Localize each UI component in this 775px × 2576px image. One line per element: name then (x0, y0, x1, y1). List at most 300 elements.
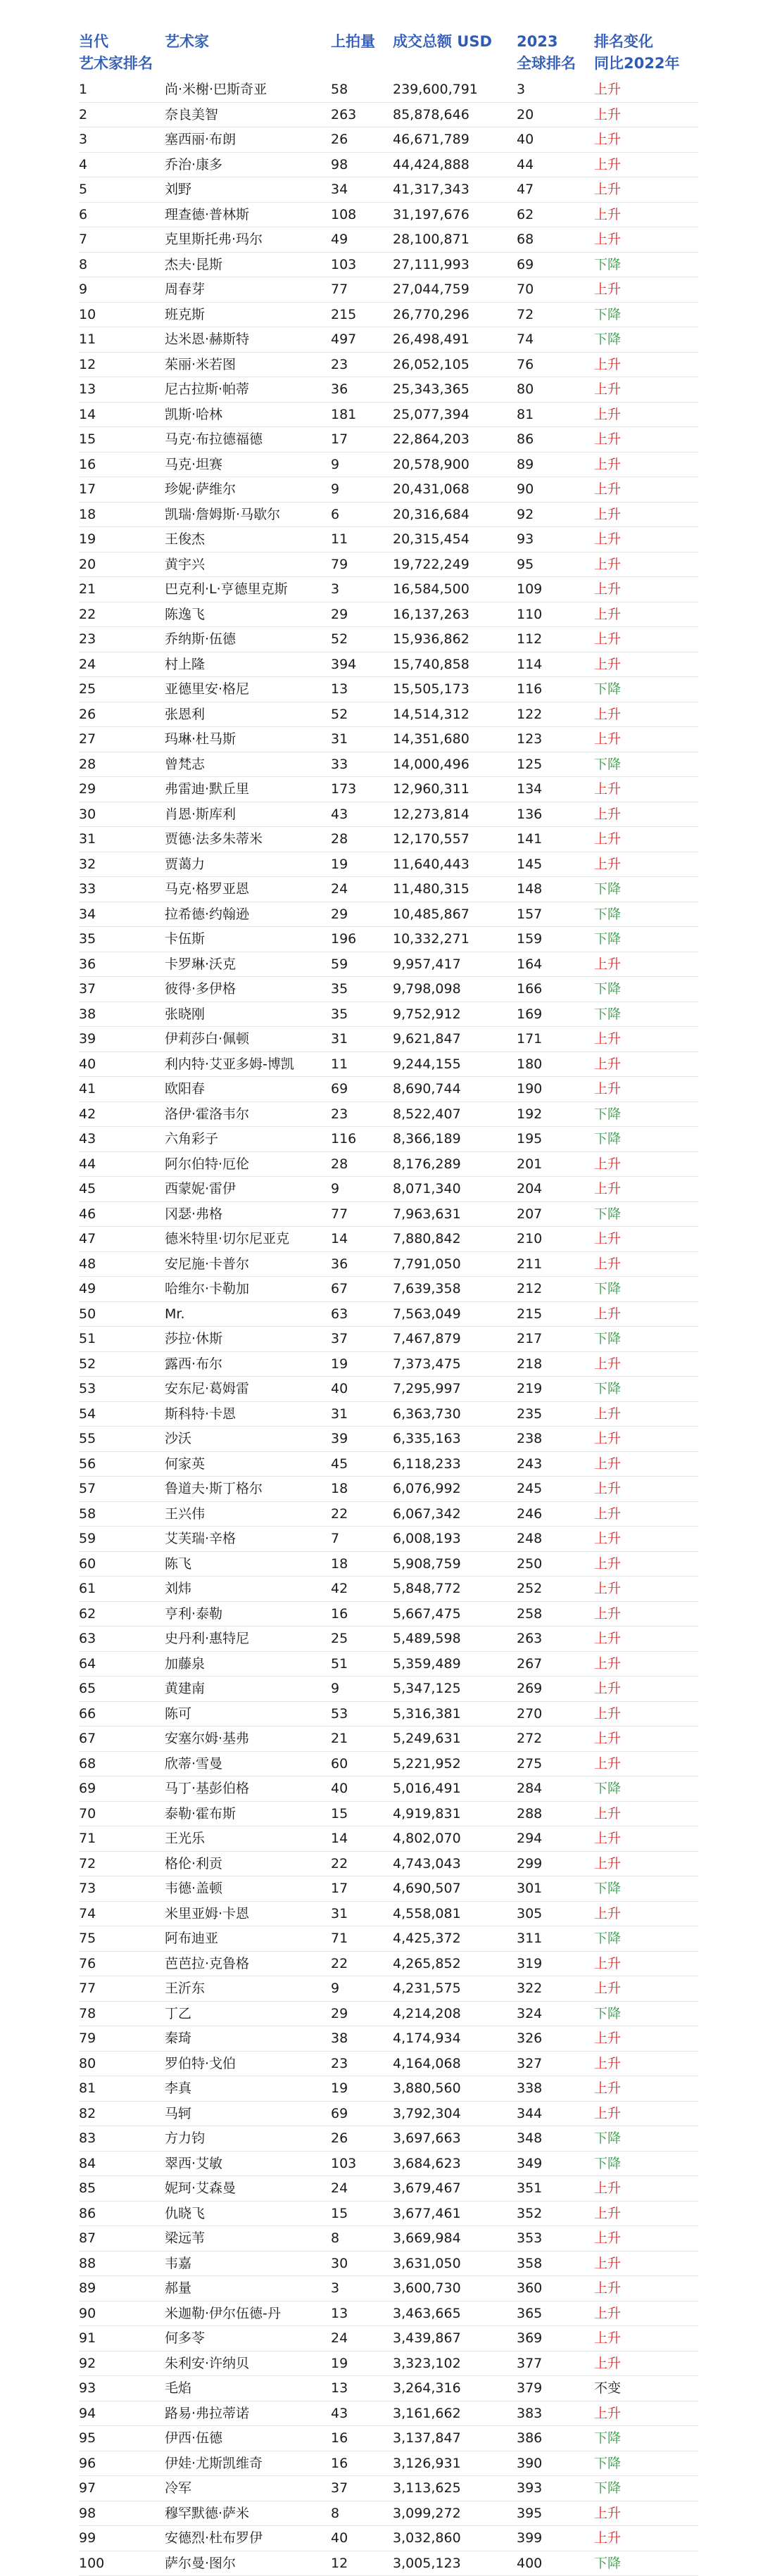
cell-lots: 13 (331, 2376, 348, 2401)
cell-rank: 56 (79, 1452, 96, 1477)
cell-total: 27,044,759 (393, 277, 470, 303)
cell-lots: 16 (331, 2426, 348, 2451)
cell-rank: 77 (79, 1976, 96, 2002)
cell-total: 3,137,847 (393, 2426, 461, 2451)
cell-lots: 11 (331, 1052, 348, 1078)
ranking-table (79, 31, 698, 2576)
cell-total: 5,316,381 (393, 1702, 461, 1727)
cell-artist: 亨利·泰勒 (165, 1602, 222, 1627)
cell-change: 下降 (594, 902, 621, 928)
cell-rank: 70 (79, 1802, 96, 1827)
cell-total: 5,016,491 (393, 1776, 461, 1802)
cell-lots: 103 (331, 2152, 356, 2177)
cell-rank: 18 (79, 503, 96, 528)
cell-lots: 17 (331, 427, 348, 453)
cell-artist: 黄建南 (165, 1677, 205, 1702)
table-row (79, 1502, 698, 1527)
cell-total: 15,936,862 (393, 627, 470, 652)
cell-rank: 52 (79, 1352, 96, 1377)
cell-artist: 彼得·多伊格 (165, 977, 236, 1002)
cell-global-rank: 390 (517, 2451, 542, 2477)
cell-global-rank: 123 (517, 727, 542, 752)
cell-artist: 安东尼·葛姆雷 (165, 1377, 249, 1402)
cell-global-rank: 180 (517, 1052, 542, 1078)
table-row (79, 1926, 698, 1952)
cell-lots: 40 (331, 1377, 348, 1402)
cell-artist: 西蒙妮·雷伊 (165, 1177, 236, 1202)
cell-lots: 79 (331, 553, 348, 578)
cell-global-rank: 62 (517, 203, 534, 228)
cell-total: 4,802,070 (393, 1826, 461, 1852)
cell-rank: 54 (79, 1402, 96, 1427)
cell-rank: 13 (79, 377, 96, 403)
cell-lots: 77 (331, 277, 348, 303)
cell-lots: 31 (331, 1027, 348, 1052)
cell-global-rank: 89 (517, 453, 534, 478)
cell-change: 上升 (594, 1652, 621, 1677)
cell-change: 上升 (594, 627, 621, 652)
cell-global-rank: 288 (517, 1802, 542, 1827)
cell-change: 上升 (594, 1952, 621, 1977)
cell-global-rank: 348 (517, 2126, 542, 2152)
cell-global-rank: 338 (517, 2076, 542, 2102)
cell-rank: 92 (79, 2351, 96, 2377)
cell-rank: 20 (79, 553, 96, 578)
table-row (79, 1652, 698, 1677)
cell-rank: 41 (79, 1077, 96, 1102)
cell-change: 上升 (594, 2351, 621, 2377)
cell-global-rank: 136 (517, 802, 542, 828)
cell-lots: 9 (331, 477, 339, 503)
cell-change: 上升 (594, 1427, 621, 1452)
cell-rank: 91 (79, 2326, 96, 2351)
cell-change: 上升 (594, 1077, 621, 1102)
cell-artist: 何多苓 (165, 2326, 205, 2351)
cell-artist: 理查德·普林斯 (165, 203, 249, 228)
cell-lots: 19 (331, 2351, 348, 2377)
cell-rank: 2 (79, 103, 87, 128)
cell-rank: 39 (79, 1027, 96, 1052)
cell-artist: 鲁道夫·斯丁格尔 (165, 1477, 263, 1502)
cell-global-rank: 211 (517, 1252, 542, 1277)
cell-global-rank: 95 (517, 553, 534, 578)
cell-change: 下降 (594, 927, 621, 952)
cell-lots: 38 (331, 2026, 348, 2052)
cell-global-rank: 212 (517, 1277, 542, 1302)
cell-rank: 78 (79, 2002, 96, 2027)
table-row (79, 427, 698, 453)
cell-global-rank: 204 (517, 1177, 542, 1202)
cell-lots: 43 (331, 802, 348, 828)
cell-lots: 103 (331, 253, 356, 278)
cell-change: 下降 (594, 1202, 621, 1227)
table-row (79, 1776, 698, 1802)
cell-change: 不变 (594, 2376, 621, 2401)
cell-rank: 75 (79, 1926, 96, 1952)
table-row (79, 2252, 698, 2277)
cell-total: 15,740,858 (393, 652, 470, 678)
table-row (79, 2202, 698, 2227)
cell-change: 下降 (594, 253, 621, 278)
table-row (79, 2002, 698, 2027)
cell-total: 7,963,631 (393, 1202, 461, 1227)
cell-artist: 加藤泉 (165, 1652, 205, 1677)
cell-global-rank: 3 (517, 77, 525, 103)
table-row (79, 77, 698, 103)
cell-total: 10,332,271 (393, 927, 470, 952)
cell-artist: 陈可 (165, 1702, 191, 1727)
table-row (79, 1127, 698, 1152)
cell-change: 上升 (594, 1826, 621, 1852)
cell-rank: 16 (79, 453, 96, 478)
cell-total: 7,563,049 (393, 1302, 461, 1327)
cell-artist: 欣蒂·雪曼 (165, 1752, 222, 1777)
cell-artist: 萨尔曼·图尔 (165, 2551, 236, 2576)
cell-rank: 3 (79, 127, 87, 153)
cell-total: 4,265,852 (393, 1952, 461, 1977)
cell-total: 4,558,081 (393, 1902, 461, 1927)
cell-artist: Mr. (165, 1302, 185, 1327)
cell-artist: 冈瑟·弗格 (165, 1202, 222, 1227)
cell-total: 7,791,050 (393, 1252, 461, 1277)
cell-rank: 35 (79, 927, 96, 952)
cell-change: 上升 (594, 1052, 621, 1078)
cell-artist: 罗伯特·戈伯 (165, 2052, 236, 2077)
cell-change: 上升 (594, 1152, 621, 1177)
cell-rank: 59 (79, 1527, 96, 1552)
cell-artist: 安塞尔姆·基弗 (165, 1726, 249, 1752)
table-row (79, 702, 698, 728)
cell-rank: 83 (79, 2126, 96, 2152)
cell-change: 上升 (594, 952, 621, 978)
cell-lots: 77 (331, 1202, 348, 1227)
cell-rank: 93 (79, 2376, 96, 2401)
cell-rank: 63 (79, 1627, 96, 1652)
cell-change: 上升 (594, 377, 621, 403)
cell-change: 上升 (594, 827, 621, 852)
table-row (79, 1876, 698, 1902)
cell-artist: 韦嘉 (165, 2252, 191, 2277)
cell-total: 7,639,358 (393, 1277, 461, 1302)
cell-lots: 21 (331, 1726, 348, 1752)
cell-total: 3,161,662 (393, 2401, 461, 2427)
cell-global-rank: 393 (517, 2476, 542, 2501)
table-row (79, 1627, 698, 1652)
cell-lots: 14 (331, 1826, 348, 1852)
cell-lots: 28 (331, 827, 348, 852)
cell-total: 12,273,814 (393, 802, 470, 828)
cell-change: 下降 (594, 327, 621, 353)
cell-rank: 46 (79, 1202, 96, 1227)
table-row (79, 277, 698, 303)
cell-total: 9,798,098 (393, 977, 461, 1002)
cell-change: 上升 (594, 2326, 621, 2351)
cell-global-rank: 192 (517, 1102, 542, 1128)
table-row (79, 1477, 698, 1502)
cell-lots: 25 (331, 1627, 348, 1652)
cell-lots: 37 (331, 2476, 348, 2501)
cell-rank: 53 (79, 1377, 96, 1402)
cell-change: 上升 (594, 403, 621, 428)
cell-global-rank: 243 (517, 1452, 542, 1477)
table-row (79, 1702, 698, 1727)
cell-global-rank: 80 (517, 377, 534, 403)
cell-global-rank: 299 (517, 1852, 542, 1877)
cell-total: 8,176,289 (393, 1152, 461, 1177)
cell-rank: 43 (79, 1127, 96, 1152)
cell-lots: 63 (331, 1302, 348, 1327)
cell-total: 6,067,342 (393, 1502, 461, 1527)
cell-change: 上升 (594, 2026, 621, 2052)
cell-change: 上升 (594, 1976, 621, 2002)
cell-total: 7,467,879 (393, 1327, 461, 1352)
cell-change: 上升 (594, 453, 621, 478)
cell-total: 3,323,102 (393, 2351, 461, 2377)
cell-rank: 37 (79, 977, 96, 1002)
table-row (79, 103, 698, 128)
table-row (79, 1452, 698, 1477)
cell-total: 41,317,343 (393, 177, 470, 203)
cell-global-rank: 171 (517, 1027, 542, 1052)
cell-total: 8,690,744 (393, 1077, 461, 1102)
cell-total: 6,076,992 (393, 1477, 461, 1502)
cell-artist: 贾蔼力 (165, 852, 205, 878)
cell-artist: 韦德·盖顿 (165, 1876, 222, 1902)
cell-lots: 3 (331, 2276, 339, 2302)
cell-lots: 31 (331, 1402, 348, 1427)
cell-lots: 36 (331, 1252, 348, 1277)
cell-change: 上升 (594, 1852, 621, 1877)
cell-total: 4,164,068 (393, 2052, 461, 2077)
cell-rank: 1 (79, 77, 87, 103)
cell-global-rank: 40 (517, 127, 534, 153)
cell-global-rank: 166 (517, 977, 542, 1002)
cell-change: 下降 (594, 1776, 621, 1802)
cell-change: 上升 (594, 577, 621, 602)
cell-artist: 露西·布尔 (165, 1352, 222, 1377)
cell-global-rank: 44 (517, 153, 534, 178)
cell-change: 上升 (594, 2501, 621, 2527)
cell-lots: 26 (331, 2126, 348, 2152)
cell-rank: 22 (79, 602, 96, 628)
table-row (79, 1077, 698, 1102)
cell-global-rank: 245 (517, 1477, 542, 1502)
cell-change: 上升 (594, 1477, 621, 1502)
cell-total: 85,878,646 (393, 103, 470, 128)
cell-global-rank: 215 (517, 1302, 542, 1327)
cell-rank: 44 (79, 1152, 96, 1177)
cell-lots: 26 (331, 127, 348, 153)
cell-global-rank: 377 (517, 2351, 542, 2377)
table-row (79, 1952, 698, 1977)
cell-artist: 何家英 (165, 1452, 205, 1477)
table-row (79, 2551, 698, 2576)
cell-total: 14,351,680 (393, 727, 470, 752)
cell-rank: 27 (79, 727, 96, 752)
table-row (79, 1976, 698, 2002)
cell-change: 上升 (594, 2276, 621, 2302)
cell-change: 下降 (594, 2002, 621, 2027)
table-row (79, 203, 698, 228)
cell-lots: 34 (331, 177, 348, 203)
cell-total: 31,197,676 (393, 203, 470, 228)
cell-global-rank: 238 (517, 1427, 542, 1452)
cell-total: 5,489,598 (393, 1627, 461, 1652)
cell-artist: 穆罕默德·萨米 (165, 2501, 249, 2527)
cell-change: 下降 (594, 2426, 621, 2451)
cell-global-rank: 134 (517, 777, 542, 802)
cell-artist: 利内特·艾亚多姆-博凯 (165, 1052, 294, 1078)
cell-change: 上升 (594, 2102, 621, 2127)
cell-rank: 42 (79, 1102, 96, 1128)
cell-rank: 55 (79, 1427, 96, 1452)
cell-artist: 李真 (165, 2076, 191, 2102)
cell-total: 3,005,123 (393, 2551, 461, 2576)
table-row (79, 1202, 698, 1227)
cell-rank: 57 (79, 1477, 96, 1502)
cell-rank: 14 (79, 403, 96, 428)
table-row (79, 752, 698, 778)
cell-rank: 10 (79, 303, 96, 328)
cell-total: 10,485,867 (393, 902, 470, 928)
cell-total: 20,316,684 (393, 503, 470, 528)
cell-total: 5,667,475 (393, 1602, 461, 1627)
table-row (79, 2326, 698, 2351)
cell-rank: 86 (79, 2202, 96, 2227)
cell-change: 上升 (594, 1177, 621, 1202)
cell-global-rank: 284 (517, 1776, 542, 1802)
cell-rank: 7 (79, 227, 87, 253)
cell-change: 上升 (594, 1252, 621, 1277)
cell-rank: 11 (79, 327, 96, 353)
cell-change: 上升 (594, 427, 621, 453)
cell-rank: 36 (79, 952, 96, 978)
cell-global-rank: 122 (517, 702, 542, 728)
cell-artist: 塞西丽·布朗 (165, 127, 236, 153)
cell-rank: 51 (79, 1327, 96, 1352)
cell-total: 3,679,467 (393, 2176, 461, 2202)
cell-lots: 52 (331, 702, 348, 728)
cell-artist: 莎拉·休斯 (165, 1327, 222, 1352)
cell-lots: 39 (331, 1427, 348, 1452)
cell-total: 3,099,272 (393, 2501, 461, 2527)
cell-artist: 拉希德·约翰逊 (165, 902, 249, 928)
cell-global-rank: 217 (517, 1327, 542, 1352)
cell-artist: 斯科特·卡恩 (165, 1402, 236, 1427)
cell-global-rank: 109 (517, 577, 542, 602)
cell-lots: 9 (331, 453, 339, 478)
cell-global-rank: 190 (517, 1077, 542, 1102)
cell-global-rank: 81 (517, 403, 534, 428)
table-row (79, 403, 698, 428)
cell-rank: 62 (79, 1602, 96, 1627)
cell-change: 上升 (594, 153, 621, 178)
cell-lots: 15 (331, 1802, 348, 1827)
cell-artist: 哈维尔·卡勒加 (165, 1277, 249, 1302)
cell-change: 上升 (594, 2226, 621, 2252)
cell-rank: 26 (79, 702, 96, 728)
cell-rank: 61 (79, 1577, 96, 1602)
cell-global-rank: 68 (517, 227, 534, 253)
cell-rank: 98 (79, 2501, 96, 2527)
cell-change: 上升 (594, 852, 621, 878)
cell-rank: 24 (79, 652, 96, 678)
cell-global-rank: 141 (517, 827, 542, 852)
cell-change: 上升 (594, 177, 621, 203)
cell-global-rank: 145 (517, 852, 542, 878)
cell-lots: 29 (331, 602, 348, 628)
cell-lots: 35 (331, 977, 348, 1002)
cell-lots: 13 (331, 2302, 348, 2327)
cell-lots: 33 (331, 752, 348, 778)
cell-artist: 王沂东 (165, 1976, 205, 2002)
cell-global-rank: 344 (517, 2102, 542, 2127)
cell-change: 上升 (594, 2252, 621, 2277)
cell-artist: 丁乙 (165, 2002, 191, 2027)
cell-lots: 14 (331, 1227, 348, 1252)
cell-change: 下降 (594, 1377, 621, 1402)
cell-change: 上升 (594, 1302, 621, 1327)
cell-artist: 张恩利 (165, 702, 205, 728)
cell-total: 27,111,993 (393, 253, 470, 278)
cell-lots: 196 (331, 927, 356, 952)
cell-lots: 52 (331, 627, 348, 652)
cell-rank: 29 (79, 777, 96, 802)
cell-change: 上升 (594, 477, 621, 503)
cell-lots: 60 (331, 1752, 348, 1777)
cell-change: 下降 (594, 677, 621, 702)
cell-rank: 82 (79, 2102, 96, 2127)
cell-artist: 米里亚姆·卡恩 (165, 1902, 249, 1927)
table-row (79, 1726, 698, 1752)
cell-lots: 29 (331, 902, 348, 928)
cell-lots: 59 (331, 952, 348, 978)
header-total: 成交总额 USD (393, 31, 492, 53)
cell-global-rank: 269 (517, 1677, 542, 1702)
cell-total: 4,743,043 (393, 1852, 461, 1877)
cell-artist: 珍妮·萨维尔 (165, 477, 236, 503)
cell-change: 上升 (594, 1702, 621, 1727)
table-row (79, 2176, 698, 2202)
cell-lots: 43 (331, 2401, 348, 2427)
cell-rank: 49 (79, 1277, 96, 1302)
cell-rank: 100 (79, 2551, 104, 2576)
cell-artist: 卡罗琳·沃克 (165, 952, 236, 978)
cell-change: 下降 (594, 1327, 621, 1352)
table-row (79, 2376, 698, 2401)
table-row (79, 1102, 698, 1128)
cell-change: 下降 (594, 1926, 621, 1952)
cell-rank: 99 (79, 2526, 96, 2551)
cell-rank: 85 (79, 2176, 96, 2202)
table-row (79, 1177, 698, 1202)
cell-lots: 181 (331, 403, 356, 428)
cell-change: 上升 (594, 802, 621, 828)
cell-lots: 13 (331, 677, 348, 702)
cell-total: 8,366,189 (393, 1127, 461, 1152)
table-row (79, 127, 698, 153)
cell-rank: 94 (79, 2401, 96, 2427)
cell-change: 下降 (594, 2152, 621, 2177)
cell-lots: 49 (331, 227, 348, 253)
cell-rank: 32 (79, 852, 96, 878)
cell-artist: 贾德·法多朱蒂米 (165, 827, 263, 852)
cell-total: 26,498,491 (393, 327, 470, 353)
cell-rank: 71 (79, 1826, 96, 1852)
cell-rank: 15 (79, 427, 96, 453)
cell-rank: 84 (79, 2152, 96, 2177)
cell-artist: 史丹利·惠特尼 (165, 1627, 249, 1652)
